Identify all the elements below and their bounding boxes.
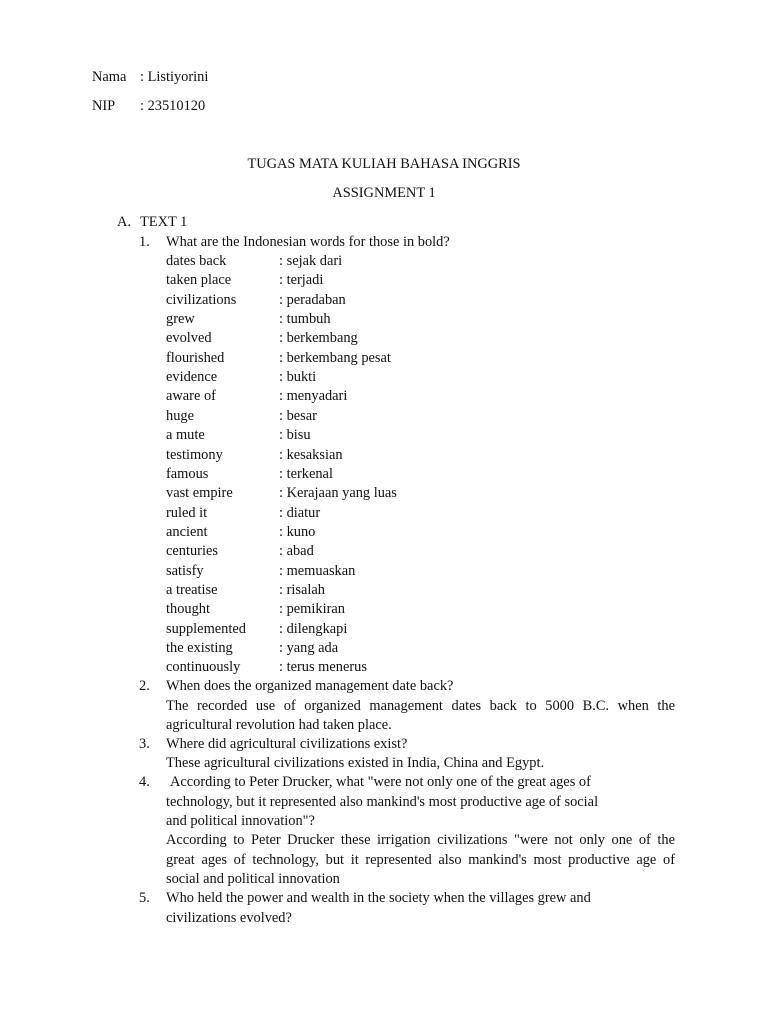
vocab-term: vast empire xyxy=(166,485,233,502)
q4-answer-line3: social and political innovation xyxy=(166,871,340,887)
vocab-term: grew xyxy=(166,311,195,328)
q3-question: Where did agricultural civilizations exist? xyxy=(166,736,408,752)
vocab-meaning: : kuno xyxy=(279,523,316,540)
q2-number: 2. xyxy=(139,678,150,694)
vocab-term: the existing xyxy=(166,640,233,656)
vocab-meaning: : berkembang xyxy=(279,330,358,347)
q2-question: When does the organized management date back? xyxy=(166,678,454,694)
vocab-meaning: : pemikiran xyxy=(279,601,345,618)
vocab-term: a mute xyxy=(166,427,205,444)
q3-answer: These agricultural civilizations existed in India, China and Egypt. xyxy=(166,755,545,771)
nip-value: : 23510120 xyxy=(140,98,206,114)
section-marker: A. xyxy=(117,214,131,230)
vocab-term: testimony xyxy=(166,446,223,463)
q4-question-line2: technology, but it represented also mankind's most productive age of social xyxy=(166,794,599,810)
vocab-meaning: : memuaskan xyxy=(279,562,356,579)
vocab-meaning: : diatur xyxy=(279,504,321,521)
vocab-term: satisfy xyxy=(166,562,204,579)
q4-number: 4. xyxy=(139,774,150,790)
vocab-meaning: : dilengkapi xyxy=(279,620,348,637)
q3-number: 3. xyxy=(139,736,150,752)
vocab-meaning: : Kerajaan yang luas xyxy=(279,485,397,502)
q2-answer-line2: agricultural revolution had taken place. xyxy=(166,717,392,733)
q5-question-line2: civilizations evolved? xyxy=(166,910,292,926)
vocab-term: evolved xyxy=(166,330,212,347)
vocab-meaning: : risalah xyxy=(279,581,325,598)
vocab-term: aware of xyxy=(166,388,216,405)
q4-answer-line2: great ages of technology, but it represented also mankind's most productive age of xyxy=(166,852,675,868)
vocab-term: civilizations xyxy=(166,291,237,308)
q5-number: 5. xyxy=(139,890,150,906)
vocab-term: famous xyxy=(166,465,209,482)
q5-question-line1: Who held the power and wealth in the society when the villages grew and xyxy=(166,890,591,906)
vocab-meaning: : terjadi xyxy=(279,272,324,289)
vocab-term: thought xyxy=(166,601,210,618)
name-value: : Listiyorini xyxy=(140,69,209,85)
vocab-term: flourished xyxy=(166,349,225,366)
vocab-meaning: : yang ada xyxy=(279,640,339,656)
page-subtitle: ASSIGNMENT 1 xyxy=(332,185,436,201)
vocab-meaning: : besar xyxy=(279,407,317,424)
vocab-meaning: : menyadari xyxy=(279,388,348,405)
vocab-meaning: : bukti xyxy=(279,369,317,386)
vocab-term: continuously xyxy=(166,659,241,676)
name-label: Nama xyxy=(92,69,127,85)
vocab-meaning: : bisu xyxy=(279,427,311,444)
vocab-term: huge xyxy=(166,407,194,424)
q1-number: 1. xyxy=(139,234,150,250)
vocab-term: supplemented xyxy=(166,620,246,637)
q4-answer-line1: According to Peter Drucker these irrigation civilizations "were not only one of the xyxy=(166,832,675,848)
vocab-term: dates back xyxy=(166,253,227,269)
vocab-meaning: : terus menerus xyxy=(279,659,367,676)
vocab-term: evidence xyxy=(166,369,218,386)
vocab-term: ruled it xyxy=(166,504,208,521)
vocab-meaning: : abad xyxy=(279,543,314,560)
q1-question: What are the Indonesian words for those in bold? xyxy=(166,234,450,250)
vocab-term: centuries xyxy=(166,543,218,560)
vocab-meaning: : sejak dari xyxy=(279,253,343,269)
section-label: TEXT 1 xyxy=(140,214,188,230)
q4-question-line3: and political innovation"? xyxy=(166,813,315,829)
q4-question-line1: According to Peter Drucker, what "were not only one of the great ages of xyxy=(170,774,591,790)
q2-answer-line1: The recorded use of organized management dates back to 5000 B.C. when the xyxy=(166,698,675,714)
vocab-term: a treatise xyxy=(166,581,218,598)
vocab-meaning: : terkenal xyxy=(279,465,333,482)
vocab-term: ancient xyxy=(166,523,208,540)
vocab-meaning: : tumbuh xyxy=(279,311,331,328)
page-title: TUGAS MATA KULIAH BAHASA INGGRIS xyxy=(247,156,521,172)
vocab-meaning: : berkembang pesat xyxy=(279,349,391,366)
nip-label: NIP xyxy=(92,98,116,114)
vocab-term: taken place xyxy=(166,272,232,289)
vocab-meaning: : kesaksian xyxy=(279,446,343,463)
vocab-meaning: : peradaban xyxy=(279,291,346,308)
